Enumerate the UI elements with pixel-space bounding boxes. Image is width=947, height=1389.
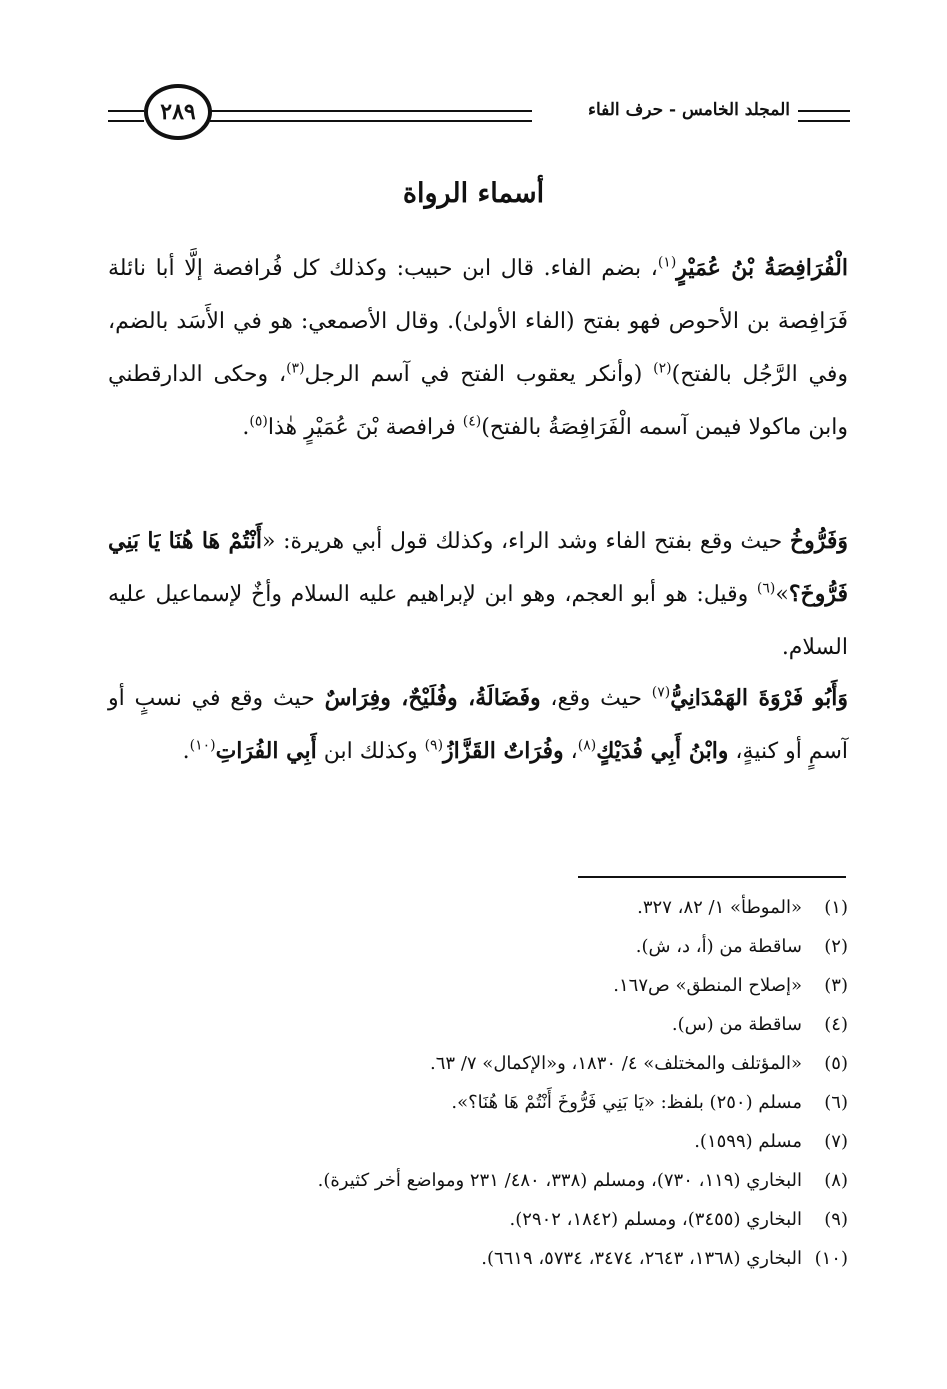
footnote-ref: (٧) xyxy=(651,684,671,701)
entry-name: أَبِي الفُرَاتِ xyxy=(215,738,317,764)
footnote-item xyxy=(108,893,848,932)
footnote-ref: (٣) xyxy=(286,360,305,377)
footnote-number: (٨) xyxy=(824,1170,848,1191)
entry-name: وَأَبُو فَرْوَةَ الهَمْدَانِيُّ xyxy=(670,685,848,711)
footnote-text: البخاري (١١٩، ٧٣٠)، ومسلم (٣٣٨، ٤٨٠/ ٢٣١ ومواضع أخر كثيرة). xyxy=(317,1170,802,1191)
page-number: ٢٨٩ xyxy=(144,84,212,140)
footnote-number: (١) xyxy=(824,897,848,918)
paragraph-text: حيث وقع، xyxy=(540,686,652,711)
footnote-number: (٥) xyxy=(824,1053,848,1074)
paragraph-text: ، xyxy=(563,739,578,764)
header-title: المجلد الخامس - حرف الفاء xyxy=(587,100,790,120)
paragraph-text: » xyxy=(775,582,789,607)
paragraph-text: ، وحكى الدارقطني وابن ماكولا فيمن آسمه الْفَرَافِصَةُ بالفتح) xyxy=(108,362,848,440)
paragraph-text: حيث وقع في نسبٍ أو آسمٍ أو كنيةٍ، xyxy=(108,686,848,764)
footnote-number: (٧) xyxy=(824,1131,848,1152)
footnote-text: ساقطة من (أ، د، ش). xyxy=(635,936,802,957)
paragraph-text: ، بضم الفاء. قال ابن حبيب: وكذلك كل فُرافصة إلَّا أبا نائلة فَرَافِصة بن الأحوص فهو بفتح (الفاء الأولىٰ). وقال الأصمعي: هو في الأَسَد بالضم، وفي الرَّجُل بالفتح) xyxy=(108,256,849,387)
footnote-text: «المؤتلف والمختلف» ٤/ ١٨٣٠، و«الإكمال» ٧/ ٦٣. xyxy=(430,1053,802,1074)
footnote-number: (٣) xyxy=(824,975,848,996)
footnote-number: (١٠) xyxy=(814,1248,848,1269)
footnote-separator xyxy=(578,876,846,878)
footnote-ref: (٩) xyxy=(424,737,444,754)
footnote-ref: (٢) xyxy=(653,360,672,377)
hadith-quote: أَنْتُمْ هَا هُنَا يَا بَنِي فَرُّوخَ؟ xyxy=(108,528,848,607)
entry-name: وَفَرُّوخُ xyxy=(789,528,848,554)
footnote-ref: (١) xyxy=(657,254,677,271)
footnote-text: مسلم (١٥٩٩). xyxy=(694,1131,802,1152)
footnote-number: (٩) xyxy=(824,1209,848,1230)
paragraph-text: حيث وقع بفتح الفاء وشد الراء، وكذلك قول أبي هريرة: « xyxy=(262,529,790,554)
footnote-ref: (٦) xyxy=(756,580,776,597)
footnotes-list xyxy=(108,893,848,1283)
paragraph-text: . xyxy=(242,415,250,440)
footnote-item xyxy=(108,1205,848,1244)
paragraph-furafisa xyxy=(108,242,848,454)
footnote-item xyxy=(108,1166,848,1205)
paragraph-text: وقيل: هو أبو العجم، وهو ابن لإبراهيم عليه السلام وأخٌ لإسماعيل عليه السلام. xyxy=(108,582,848,660)
footnote-item xyxy=(108,932,848,971)
paragraph-text: وكذلك ابن xyxy=(316,739,425,764)
footnote-item xyxy=(108,971,848,1010)
entry-name: وفَضَالَةُ، وفُلَيْحٌ، وفِرَاسٌ xyxy=(324,685,541,711)
footnote-number: (٤) xyxy=(824,1014,848,1035)
footnote-ref: (٨) xyxy=(577,737,597,754)
header-rule-right xyxy=(798,110,850,122)
footnote-text: البخاري (٣٤٥٥)، ومسلم (١٨٤٢، ٢٩٠٢). xyxy=(509,1209,802,1230)
paragraph-text: . xyxy=(182,739,190,764)
header-rule-middle xyxy=(210,110,532,122)
paragraph-text: (وأنكر يعقوب الفتح في آسم الرجل xyxy=(304,362,654,387)
footnote-item xyxy=(108,1088,848,1127)
paragraph-text: فرافصة بْنَ عُمَيْرٍ هٰذا xyxy=(267,415,463,440)
entry-name: الْفُرَافِصَةُ بْنُ عُمَيْرٍ xyxy=(676,255,848,281)
footnote-item xyxy=(108,1010,848,1049)
footnote-ref: (١٠) xyxy=(189,737,216,754)
footnote-item xyxy=(108,1127,848,1166)
entry-name: وفُرَاتٌ القَزَّازُ xyxy=(443,738,564,764)
paragraph-abu-farwa xyxy=(108,672,848,778)
footnote-item xyxy=(108,1244,848,1283)
footnote-text: «الموطأ» ١/ ٨٢، ٣٢٧. xyxy=(637,897,802,918)
footnote-ref: (٤) xyxy=(462,413,482,430)
header-rule-left xyxy=(108,110,144,122)
footnote-text: ساقطة من (س). xyxy=(671,1014,802,1035)
footnote-ref: (٥) xyxy=(249,413,268,430)
entry-name: وابْنُ أَبِي فُدَيْكٍ xyxy=(596,738,729,764)
footnote-number: (٢) xyxy=(824,936,848,957)
footnote-text: البخاري (١٣٦٨، ٢٦٤٣، ٣٤٧٤، ٥٧٣٤، ٦٦١٩). xyxy=(481,1248,802,1269)
running-header xyxy=(108,82,850,144)
footnote-number: (٦) xyxy=(824,1092,848,1113)
paragraph-farrukh xyxy=(108,515,848,674)
footnote-text: «إصلاح المنطق» ص١٦٧. xyxy=(613,975,802,996)
section-title: أسماء الرواة xyxy=(402,178,545,209)
footnote-text: مسلم (٢٥٠) بلفظ: «يَا بَنِي فَرُّوخَ أَنْتُمْ هَا هُنَا؟». xyxy=(451,1092,802,1113)
footnote-item xyxy=(108,1049,848,1088)
